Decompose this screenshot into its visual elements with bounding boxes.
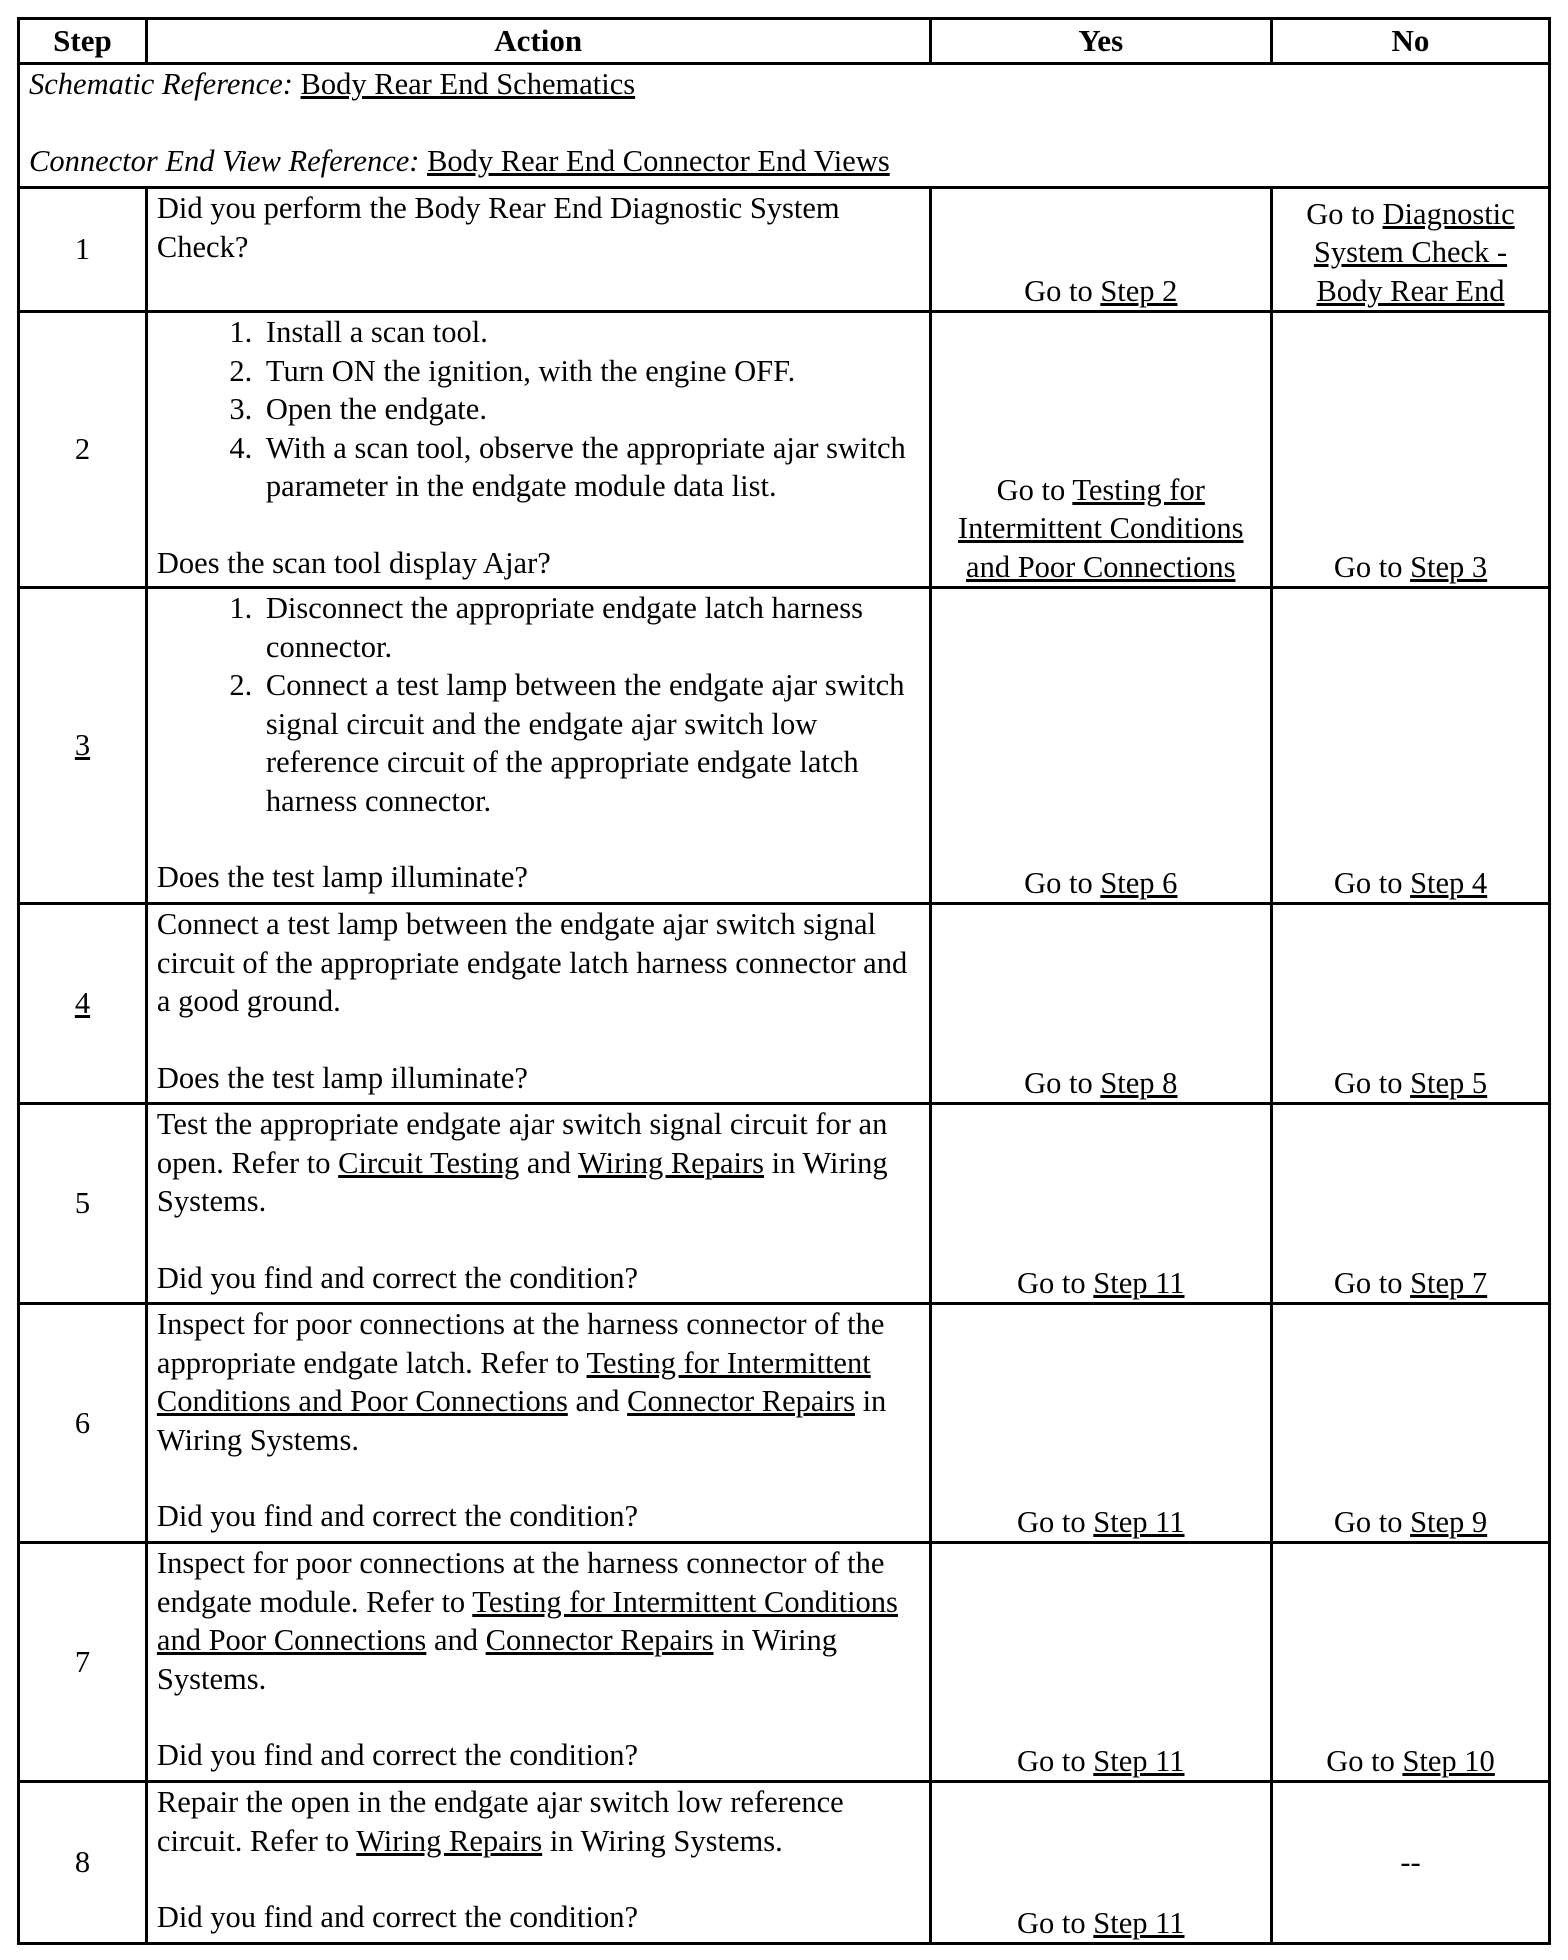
no-cell	[1271, 1543, 1549, 1782]
list-item: 4. With a scan tool, observe the appropriate ajar switch parameter in the endgate module data list.	[260, 429, 920, 506]
table-row	[19, 188, 1550, 312]
reference-cell	[19, 64, 1550, 188]
yes-cell	[930, 312, 1271, 588]
connector-reference	[29, 142, 1539, 181]
yes-prefix: Go to	[1017, 1905, 1086, 1940]
question-text: Does the scan tool display Ajar?	[156, 545, 551, 580]
action-text-part: and	[433, 1623, 478, 1657]
action-text	[157, 1105, 920, 1221]
question-text: Does the test lamp illuminate?	[156, 860, 528, 894]
wiring-repairs-link[interactable]: Wiring Repairs	[356, 1823, 543, 1858]
yes-link[interactable]: Step 6	[1100, 865, 1178, 900]
no-cell	[1271, 188, 1549, 312]
action-text: Connect a test lamp between the endgate ajar switch signal circuit of the appropriate endgate latch harness connector and a good ground.	[156, 907, 908, 1018]
table-row	[19, 1782, 1550, 1944]
schematic-reference	[29, 65, 1539, 104]
no-cell	[1271, 1782, 1549, 1944]
table-row	[19, 1104, 1550, 1304]
question-text: Does the test lamp illuminate?	[156, 1060, 528, 1095]
list-item: 1. Disconnect the appropriate endgate latch harness connector.	[260, 589, 920, 666]
yes-prefix: Go to	[1024, 865, 1093, 900]
action-cell	[146, 312, 930, 588]
no-prefix: Go to	[1333, 1265, 1403, 1300]
diagnostic-table	[17, 17, 1551, 1945]
table-row	[19, 1543, 1550, 1782]
table-row	[19, 588, 1550, 904]
step-number: 2	[19, 312, 147, 588]
list-item: 1. Install a scan tool.	[260, 313, 920, 352]
action-text-part: in Wiring Systems.	[549, 1823, 783, 1858]
action-text-part: in Wiring Systems.	[156, 1623, 838, 1696]
header-no: No	[1271, 19, 1549, 64]
yes-link[interactable]: Step 11	[1093, 1905, 1185, 1940]
action-text-part: Inspect for poor connections at the harness connector of the appropriate endgate latch. Refer to	[156, 1307, 885, 1380]
table-row	[19, 312, 1550, 588]
question-text: Did you find and correct the condition?	[156, 1900, 638, 1934]
yes-link[interactable]: Testing for Intermittent Conditions and Poor Connections	[958, 472, 1244, 584]
diagnostic-page	[17, 17, 1551, 1945]
no-prefix: Go to	[1326, 1743, 1395, 1778]
no-cell	[1271, 1104, 1549, 1304]
header-yes: Yes	[930, 19, 1271, 64]
yes-cell	[930, 588, 1271, 904]
question-text: Did you find and correct the condition?	[156, 1260, 638, 1295]
yes-prefix: Go to	[1017, 1743, 1086, 1778]
action-text-part: and	[526, 1145, 571, 1180]
header-row	[19, 19, 1550, 64]
yes-prefix: Go to	[1017, 1265, 1086, 1300]
yes-link[interactable]: Step 2	[1100, 273, 1178, 308]
yes-cell	[930, 1782, 1271, 1944]
reference-row	[19, 64, 1550, 188]
step-number: 7	[19, 1543, 147, 1782]
action-cell	[146, 188, 930, 312]
no-link[interactable]: Step 4	[1410, 865, 1488, 900]
step-number[interactable]: 4	[19, 904, 147, 1104]
action-text-part: in Wiring Systems.	[156, 1384, 887, 1457]
action-cell	[146, 588, 930, 904]
no-cell	[1271, 1304, 1549, 1543]
action-text	[157, 1544, 920, 1698]
list-item: 2. Connect a test lamp between the endgate ajar switch signal circuit and the endgate ajar switch low reference circuit of the appropriate endgate latch harness connector.	[260, 666, 920, 820]
table-row	[19, 904, 1550, 1104]
no-prefix: Go to	[1333, 1065, 1403, 1100]
yes-prefix: Go to	[1024, 1065, 1093, 1100]
action-cell	[146, 904, 930, 1104]
no-link[interactable]: Step 10	[1402, 1743, 1495, 1778]
wiring-repairs-link[interactable]: Wiring Repairs	[578, 1145, 765, 1180]
question-text: Did you find and correct the condition?	[156, 1738, 638, 1772]
no-cell	[1271, 904, 1549, 1104]
instruction-list	[157, 313, 920, 506]
action-cell	[146, 1543, 930, 1782]
list-item: 2. Turn ON the ignition, with the engine OFF.	[260, 352, 920, 391]
action-text-part: Inspect for poor connections at the harness connector of the endgate module. Refer to	[156, 1546, 885, 1619]
yes-link[interactable]: Step 8	[1100, 1065, 1178, 1100]
circuit-testing-link[interactable]: Circuit Testing	[338, 1145, 520, 1180]
no-link[interactable]: Diagnostic System Check - Body Rear End	[1313, 196, 1515, 308]
header-step: Step	[19, 19, 147, 64]
yes-cell	[930, 904, 1271, 1104]
action-cell	[146, 1782, 930, 1944]
step-number[interactable]: 3	[19, 588, 147, 904]
no-cell	[1271, 312, 1549, 588]
no-prefix: Go to	[1333, 1504, 1403, 1539]
no-prefix: Go to	[1333, 549, 1403, 584]
no-link[interactable]: Step 3	[1410, 549, 1488, 584]
no-link[interactable]: Step 5	[1410, 1065, 1488, 1100]
schematic-reference-label: Schematic Reference:	[29, 67, 293, 101]
yes-prefix: Go to	[1024, 273, 1093, 308]
connector-reference-link[interactable]: Body Rear End Connector End Views	[427, 143, 890, 178]
no-link[interactable]: Step 9	[1410, 1504, 1488, 1539]
testing-intermittent-link[interactable]: Testing for Intermittent Conditions and Poor Connections	[156, 1584, 898, 1657]
connector-repairs-link[interactable]: Connector Repairs	[627, 1384, 855, 1418]
yes-cell	[930, 1104, 1271, 1304]
step-number: 8	[19, 1782, 147, 1944]
yes-cell	[930, 188, 1271, 312]
action-text	[157, 1783, 920, 1860]
step-number: 6	[19, 1304, 147, 1543]
yes-link[interactable]: Step 11	[1093, 1265, 1185, 1300]
yes-prefix: Go to	[996, 472, 1066, 507]
connector-repairs-link[interactable]: Connector Repairs	[485, 1623, 714, 1657]
yes-prefix: Go to	[1017, 1504, 1086, 1539]
table-row	[19, 1304, 1550, 1543]
list-item: 3. Open the endgate.	[260, 390, 920, 429]
schematic-reference-link[interactable]: Body Rear End Schematics	[300, 67, 636, 101]
action-text: Did you perform the Body Rear End Diagnostic System Check?	[156, 191, 840, 264]
yes-cell	[930, 1543, 1271, 1782]
action-cell	[146, 1304, 930, 1543]
no-prefix: Go to	[1333, 865, 1403, 900]
no-prefix: Go to	[1306, 196, 1375, 231]
header-action: Action	[146, 19, 930, 64]
action-text-part: Repair the open in the endgate ajar switch low reference circuit. Refer to	[156, 1785, 844, 1858]
instruction-list	[157, 589, 920, 820]
testing-intermittent-link[interactable]: Testing for Intermittent Conditions and Poor Connections	[156, 1345, 871, 1418]
no-link[interactable]: Step 7	[1410, 1265, 1488, 1300]
no-cell	[1271, 588, 1549, 904]
connector-reference-label: Connector End View Reference:	[29, 143, 420, 178]
step-number: 5	[19, 1104, 147, 1304]
action-text	[157, 1305, 920, 1459]
action-text-part: in Wiring Systems.	[156, 1145, 888, 1218]
yes-link[interactable]: Step 11	[1093, 1504, 1185, 1539]
yes-link[interactable]: Step 11	[1093, 1743, 1185, 1778]
step-number: 1	[19, 188, 147, 312]
action-text-part: and	[575, 1384, 620, 1418]
question-text: Did you find and correct the condition?	[156, 1499, 638, 1533]
action-cell	[146, 1104, 930, 1304]
action-text-part: Test the appropriate endgate ajar switch signal circuit for an open. Refer to	[156, 1107, 888, 1180]
no-text: --	[1400, 1845, 1421, 1880]
yes-cell	[930, 1304, 1271, 1543]
